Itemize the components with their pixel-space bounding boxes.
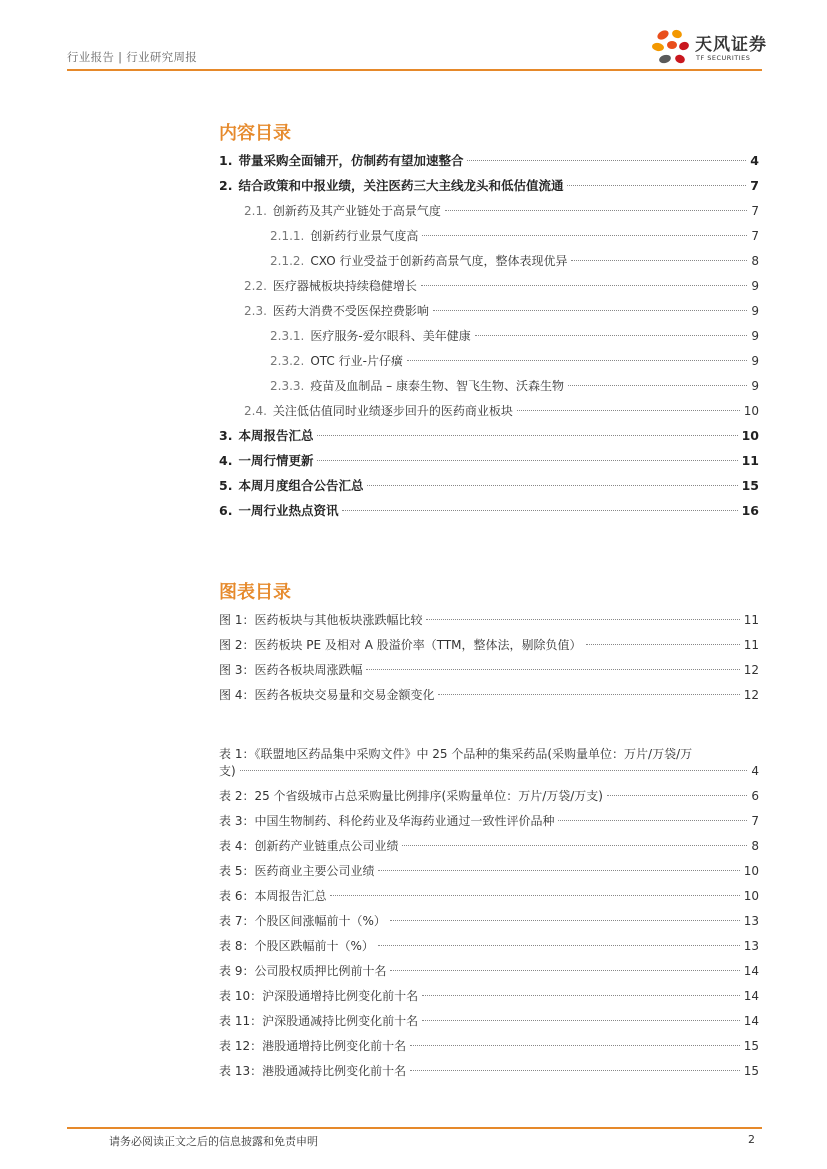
- toc-item-number: 5.: [219, 478, 233, 493]
- table-entry[interactable]: [219, 787, 759, 805]
- table-entry[interactable]: [219, 812, 759, 830]
- table-leader: [390, 920, 740, 921]
- toc-item-number: 2.3.3.: [270, 379, 305, 393]
- toc-item-number: 4.: [219, 453, 233, 468]
- toc-item-text: 本周报告汇总: [238, 428, 314, 443]
- table-leader: [422, 1020, 740, 1021]
- toc-item-text: 一周行业热点资讯: [238, 503, 339, 518]
- table-leader: [558, 820, 747, 821]
- table-entry-page: 6: [751, 789, 759, 803]
- toc-item-page: 9: [751, 304, 759, 318]
- toc-item-text: 疫苗及血制品 – 康泰生物、智飞生物、沃森生物: [310, 379, 564, 393]
- table-leader: [378, 870, 739, 871]
- figure-entry[interactable]: [219, 636, 759, 654]
- toc-leader: [568, 385, 747, 386]
- toc-leader: [467, 160, 746, 161]
- toc-leader: [342, 510, 737, 511]
- logo-text: 天风证券: [695, 35, 767, 55]
- table-entry-text: 支): [219, 764, 236, 778]
- toc-leader: [571, 260, 747, 261]
- toc-item-number: 1.: [219, 153, 233, 168]
- toc-item-number: 3.: [219, 428, 233, 443]
- toc-item[interactable]: [219, 452, 759, 470]
- table-entry-text: 表 5：医药商业主要公司业绩: [219, 864, 375, 878]
- toc-item-page: 7: [751, 204, 759, 218]
- table-entry-page: 10: [743, 889, 759, 903]
- table-entry-page: 14: [743, 989, 759, 1003]
- toc-item-page: 16: [741, 503, 759, 518]
- toc-item-page: 10: [743, 404, 759, 418]
- table-entry-page: 15: [743, 1064, 759, 1078]
- table-entry[interactable]: [219, 837, 759, 855]
- table-entry[interactable]: [219, 887, 759, 905]
- figure-entry[interactable]: [219, 686, 759, 704]
- toc-leader: [567, 185, 746, 186]
- table-entry-text: 表 3：中国生物制药、科伦药业及华海药业通过一致性评价品种: [219, 814, 555, 828]
- toc-item[interactable]: [270, 352, 759, 370]
- table-leader: [330, 895, 739, 896]
- toc-item-text: 本周月度组合公告汇总: [238, 478, 364, 493]
- toc-item[interactable]: [270, 252, 759, 270]
- tf-flower-logo-icon: [650, 26, 692, 70]
- table-entry[interactable]: [219, 1012, 759, 1030]
- table-entry-page: 10: [743, 864, 759, 878]
- figure-leader: [426, 619, 739, 620]
- toc-item[interactable]: [219, 427, 759, 445]
- toc-leader: [445, 210, 747, 211]
- table-entry-page: 4: [751, 764, 759, 778]
- figure-entry-text: 图 2：医药板块 PE 及相对 A 股溢价率（TTM，整体法，剔除负值）: [219, 638, 582, 652]
- figure-entry-page: 12: [743, 688, 759, 702]
- footer-divider: [67, 1127, 762, 1129]
- table-leader: [410, 1070, 740, 1071]
- table-entry[interactable]: [219, 987, 759, 1005]
- toc-item-text: 医疗器械板块持续稳健增长: [272, 279, 417, 293]
- table-leader: [378, 945, 740, 946]
- toc-item-text: 医疗服务-爱尔眼科、美年健康: [310, 329, 471, 343]
- toc-item-page: 8: [751, 254, 759, 268]
- toc-item[interactable]: [244, 402, 759, 420]
- figure-leader: [586, 644, 740, 645]
- toc-leader: [422, 235, 747, 236]
- toc-item-text: 结合政策和中报业绩，关注医药三大主线龙头和低估值流通: [238, 178, 564, 193]
- toc-item-page: 7: [751, 229, 759, 243]
- toc-item-number: 2.: [219, 178, 233, 193]
- toc-item[interactable]: [219, 502, 759, 520]
- toc-leader: [433, 310, 747, 311]
- table-leader: [402, 845, 747, 846]
- footer-disclaimer: 请务必阅读正文之后的信息披露和免责申明: [109, 1135, 318, 1148]
- figure-entry-text: 图 4：医药各板块交易量和交易金额变化: [219, 688, 435, 702]
- table-entry-text: 表 11：沪深股通减持比例变化前十名: [219, 1014, 419, 1028]
- toc-item-text: CXO 行业受益于创新药高景气度，整体表现优异: [310, 254, 568, 268]
- toc-item-text: OTC 行业-片仔癀: [310, 354, 403, 368]
- toc-item[interactable]: [270, 227, 759, 245]
- table-entry-text: 表 2：25 个省级城市占总采购量比例排序(采购量单位：万片/万袋/万支): [219, 789, 603, 803]
- table-entry-first-line[interactable]: 表 1：《联盟地区药品集中采购文件》中 25 个品种的集采药品(采购量单位：万片/万袋/万: [219, 747, 693, 761]
- toc-item[interactable]: [270, 377, 759, 395]
- table-entry-text: 表 6：本周报告汇总: [219, 889, 327, 903]
- table-leader: [607, 795, 747, 796]
- table-entry-text: 表 4：创新药产业链重点公司业绩: [219, 839, 399, 853]
- toc-item-number: 2.3.: [244, 304, 267, 318]
- toc-item-number: 2.2.: [244, 279, 267, 293]
- figure-entry-page: 11: [743, 638, 759, 652]
- toc-item[interactable]: [244, 277, 759, 295]
- toc-leader: [317, 460, 737, 461]
- toc-leader: [517, 410, 740, 411]
- table-entry-text: 表 12：港股通增持比例变化前十名: [219, 1039, 407, 1053]
- toc-item[interactable]: [219, 177, 759, 195]
- toc-item[interactable]: [270, 327, 759, 345]
- header-breadcrumb: 行业报告 | 行业研究周报: [67, 50, 198, 64]
- figure-entry-page: 11: [743, 613, 759, 627]
- toc-item-page: 9: [751, 329, 759, 343]
- table-entry[interactable]: [219, 762, 759, 780]
- toc-item[interactable]: [244, 202, 759, 220]
- table-entry-page: 13: [743, 939, 759, 953]
- toc-leader: [367, 485, 737, 486]
- toc-leader: [421, 285, 747, 286]
- company-logo: [650, 26, 765, 70]
- page-number: 2: [748, 1133, 755, 1146]
- figure-entry[interactable]: [219, 611, 759, 629]
- table-leader: [390, 970, 739, 971]
- toc-item-text: 创新药行业景气度高: [310, 229, 419, 243]
- toc-item[interactable]: [244, 302, 759, 320]
- toc-item-page: 9: [751, 354, 759, 368]
- logo-subtext: TF SECURITIES: [696, 54, 751, 62]
- toc-title: 内容目录: [219, 123, 291, 144]
- toc-item-text: 关注低估值同时业绩逐步回升的医药商业板块: [272, 404, 513, 418]
- table-entry[interactable]: [219, 862, 759, 880]
- toc-item-page: 15: [741, 478, 759, 493]
- toc-leader: [475, 335, 748, 336]
- figure-leader: [366, 669, 739, 670]
- toc-item-number: 2.4.: [244, 404, 267, 418]
- toc-item-number: 2.3.2.: [270, 354, 305, 368]
- table-entry[interactable]: [219, 962, 759, 980]
- table-entry-text: 表 7：个股区间涨幅前十（%）: [219, 914, 386, 928]
- toc-item-number: 2.1.2.: [270, 254, 305, 268]
- table-leader: [240, 770, 748, 771]
- toc-item-number: 2.3.1.: [270, 329, 305, 343]
- table-entry[interactable]: [219, 912, 759, 930]
- table-entry-page: 14: [743, 964, 759, 978]
- figure-entry-text: 图 1：医药板块与其他板块涨跌幅比较: [219, 613, 423, 627]
- table-entry[interactable]: [219, 1037, 759, 1055]
- toc-item[interactable]: [219, 152, 759, 170]
- toc-item-page: 9: [751, 379, 759, 393]
- table-entry-page: 8: [751, 839, 759, 853]
- table-leader: [410, 1045, 740, 1046]
- table-entry-text: 表 10：沪深股通增持比例变化前十名: [219, 989, 419, 1003]
- table-entry-text: 表 8：个股区跌幅前十（%）: [219, 939, 374, 953]
- figure-entry-text: 图 3：医药各板块周涨跌幅: [219, 663, 363, 677]
- toc-item-text: 一周行情更新: [238, 453, 314, 468]
- toc-leader: [407, 360, 747, 361]
- toc-item[interactable]: [219, 477, 759, 495]
- figure-entry-page: 12: [743, 663, 759, 677]
- toc-item-number: 2.1.: [244, 204, 267, 218]
- toc-item-text: 带量采购全面铺开，仿制药有望加速整合: [238, 153, 464, 168]
- table-entry-text: 表 9：公司股权质押比例前十名: [219, 964, 387, 978]
- table-entry-page: 13: [743, 914, 759, 928]
- toc-item-number: 6.: [219, 503, 233, 518]
- table-entry-text: 表 13：港股通减持比例变化前十名: [219, 1064, 407, 1078]
- table-leader: [422, 995, 740, 996]
- toc-item-page: 4: [750, 153, 759, 168]
- toc-item-text: 创新药及其产业链处于高景气度: [272, 204, 441, 218]
- table-entry[interactable]: [219, 937, 759, 955]
- toc-item-text: 医药大消费不受医保控费影响: [272, 304, 429, 318]
- table-entry-page: 7: [751, 814, 759, 828]
- toc-item-page: 11: [741, 453, 759, 468]
- toc-item-number: 2.1.1.: [270, 229, 305, 243]
- figure-entry[interactable]: [219, 661, 759, 679]
- header-divider: [67, 69, 762, 71]
- toc-leader: [317, 435, 737, 436]
- table-entry[interactable]: [219, 1062, 759, 1080]
- toc-item-page: 9: [751, 279, 759, 293]
- figure-leader: [438, 694, 739, 695]
- toc-item-page: 10: [741, 428, 759, 443]
- table-entry-page: 14: [743, 1014, 759, 1028]
- table-entry-page: 15: [743, 1039, 759, 1053]
- figures-title: 图表目录: [219, 582, 291, 603]
- toc-item-page: 7: [750, 178, 759, 193]
